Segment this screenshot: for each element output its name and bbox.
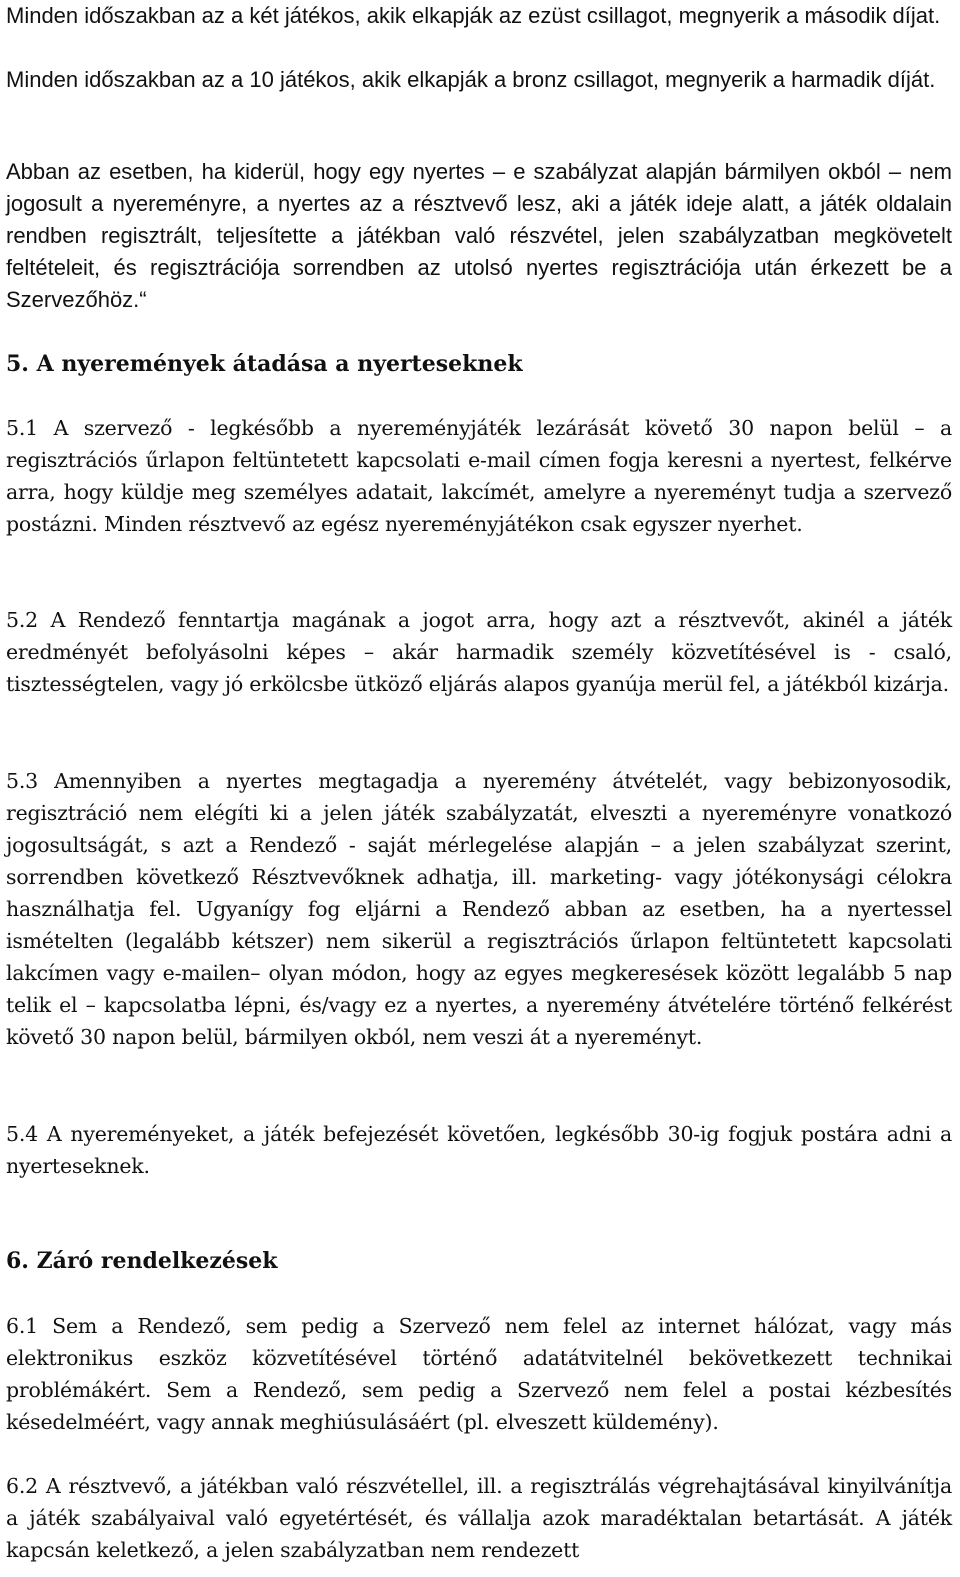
paragraph-winner-replacement: Abban az esetben, ha kiderül, hogy egy nyertes – e szabályzat alapján bármilyen okból – nem jogosult a nyereményre, a nyertes az a résztvevő lesz, aki a játék ideje alatt, a játék oldalain rendben regisztrált, teljesítette a játékban való részvétel, jelen szabályzatban megkövetelt feltételeit, és regisztrációja sorrendben az utolsó nyertes regisztrációja után érkezett be a Szervezőhöz.“ (6, 159, 952, 312)
paragraph-6-2: 6.2 A résztvevő, a játékban való részvétellel, ill. a regisztrálás végrehajtásával kinyilvánítja a játék szabályaival való egyetértését, és vállalja azok maradéktalan betartását. A játék kapcsán keletkező, a jelen szabályzatban nem rendezett (6, 1474, 952, 1562)
paragraph-second-prize: Minden időszakban az a két játékos, akik elkapják az ezüst csillagot, megnyerik a második díjat. (6, 3, 941, 28)
section-5-heading: 5. A nyeremények átadása a nyerteseknek (6, 351, 523, 377)
section-6-heading: 6. Záró rendelkezések (6, 1248, 278, 1274)
paragraph-6-1: 6.1 Sem a Rendező, sem pedig a Szervező nem felel az internet hálózat, vagy más elektronikus eszköz közvetítésével történő adatátvitelnél bekövetkezett technikai problémákért. Sem a Rendező, sem pedig a Szervező nem felel a postai kézbesítés késedelméért, vagy annak meghiúsulásáért (pl. elveszett küldemény). (6, 1314, 952, 1434)
paragraph-5-4: 5.4 A nyereményeket, a játék befejezését követően, legkésőbb 30-ig fogjuk postára adni a nyerteseknek. (6, 1122, 952, 1178)
paragraph-5-1: 5.1 A szervező - legkésőbb a nyereményjáték lezárását követő 30 napon belül – a regisztrációs űrlapon feltüntetett kapcsolati e-mail címen fogja keresni a nyertest, felkérve arra, hogy küldje meg személyes adatait, lakcímét, amelyre a nyereményt tudja a szervező postázni. Minden résztvevő az egész nyereményjátékon csak egyszer nyerhet. (6, 416, 952, 536)
paragraph-5-2: 5.2 A Rendező fenntartja magának a jogot arra, hogy azt a résztvevőt, akinél a játék eredményét befolyásolni képes – akár harmadik személy közvetítésével is - csaló, tisztességtelen, vagy jó erkölcsbe ütköző eljárás alapos gyanúja merül fel, a játékból kizárja. (6, 608, 952, 696)
paragraph-5-3: 5.3 Amennyiben a nyertes megtagadja a nyeremény átvételét, vagy bebizonyosodik, regisztráció nem elégíti ki a jelen játék szabályzatát, elveszti a nyereményre vonatkozó jogosultságát, s azt a Rendező - saját mérlegelése alapján – a jelen szabályzat szerint, sorrendben következő Résztvevőknek adhatja, ill. marketing- vagy jótékonysági célokra használhatja fel. Ugyanígy fog eljárni a Rendező abban az esetben, ha a nyertessel ismételten (legalább kétszer) nem sikerül a regisztrációs űrlapon feltüntetett kapcsolati lakcímen vagy e-mailen– olyan módon, hogy az egyes megkeresések között legalább 5 nap telik el – kapcsolatba lépni, és/vagy ez a nyertes, a nyeremény átvételére történő felkérést követő 30 napon belül, bármilyen okból, nem veszi át a nyereményt. (6, 769, 952, 1049)
paragraph-third-prize: Minden időszakban az a 10 játékos, akik elkapják a bronz csillagot, megnyerik a harmadik díját. (6, 67, 936, 92)
